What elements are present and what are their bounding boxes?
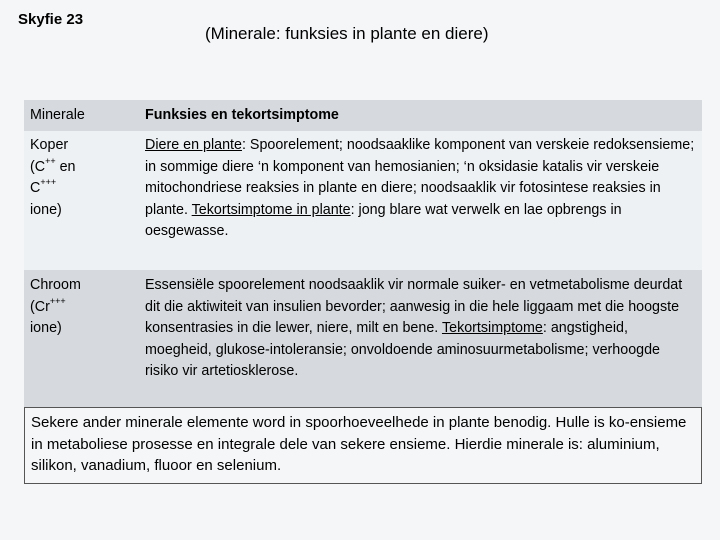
header-funksies: Funksies en tekortsimptome	[139, 100, 702, 131]
slide-title: (Minerale: funksies in plante en diere)	[205, 24, 489, 43]
table-header-row	[24, 100, 702, 131]
function-text: Spoorelement; noodsaaklike komponent van verskeie redoksensieme; in sommige diere ‘n komponent van hemosianien; ‘n oksidasie katalis vir verskeie mitochondriese reaksies in plante en diere; noodsaaklik vir fotosintese reaksies in plante.	[145, 137, 695, 218]
mineral-name: Chroom	[30, 277, 81, 293]
ion-charge: +++	[40, 177, 57, 188]
deficiency-colon: :	[350, 201, 355, 218]
mineral-ion-text: C	[30, 180, 41, 196]
mineral-ion-text: ione)	[30, 201, 62, 218]
minerals-table	[24, 100, 702, 407]
mineral-name: Koper	[30, 137, 69, 153]
header-minerale: Minerale	[24, 100, 139, 131]
function-cell-chroom	[139, 270, 702, 407]
footer-note: Sekere ander minerale elemente word in spoorhoeveelhede in plante benodig. Hulle is ko-ensieme in metaboliese prosesse en integrale dele van sekere ensieme. Hierdie minerale is: aluminium, silikon, vanadium, fluoor en selenium.	[24, 407, 702, 484]
deficiency-text: jong blare wat verwelk en lae opbrengs in oesgewasse.	[145, 201, 622, 239]
table-row	[24, 270, 702, 407]
lead-colon: :	[241, 137, 250, 153]
table-row	[24, 131, 702, 270]
deficiency-text: : angstigheid, moegheid, glukose-intoleransie; onvoldoende aminosuurmetabolisme; verhoogde risiko vir artetiosklerose.	[145, 320, 661, 379]
mineral-ion-text: en	[55, 158, 76, 175]
mineral-ion-text: (Cr	[30, 298, 50, 315]
deficiency-label: Tekortsimptome in plante	[191, 201, 351, 218]
deficiency-label: Tekortsimptome	[441, 320, 543, 336]
mineral-ion-text: ione)	[30, 320, 62, 336]
ion-charge: +++	[49, 295, 66, 306]
ion-charge: ++	[45, 155, 56, 166]
mineral-ion-text: (C	[30, 158, 46, 175]
mineral-cell-chroom	[24, 270, 139, 407]
function-text: Essensiële spoorelement noodsaaklik vir normale suiker- en vetmetabolisme deurdat dit die aktiwiteit van insulien bevorder; aanwesig in die hele liggaam met die hoogste konsentrasies in die lewer, niere, milt en bene.	[145, 277, 683, 336]
function-cell-koper	[139, 131, 702, 270]
lead-label: Diere en plante	[145, 137, 242, 153]
slide-number: Skyfie 23	[18, 11, 84, 28]
mineral-cell-koper	[24, 131, 139, 270]
